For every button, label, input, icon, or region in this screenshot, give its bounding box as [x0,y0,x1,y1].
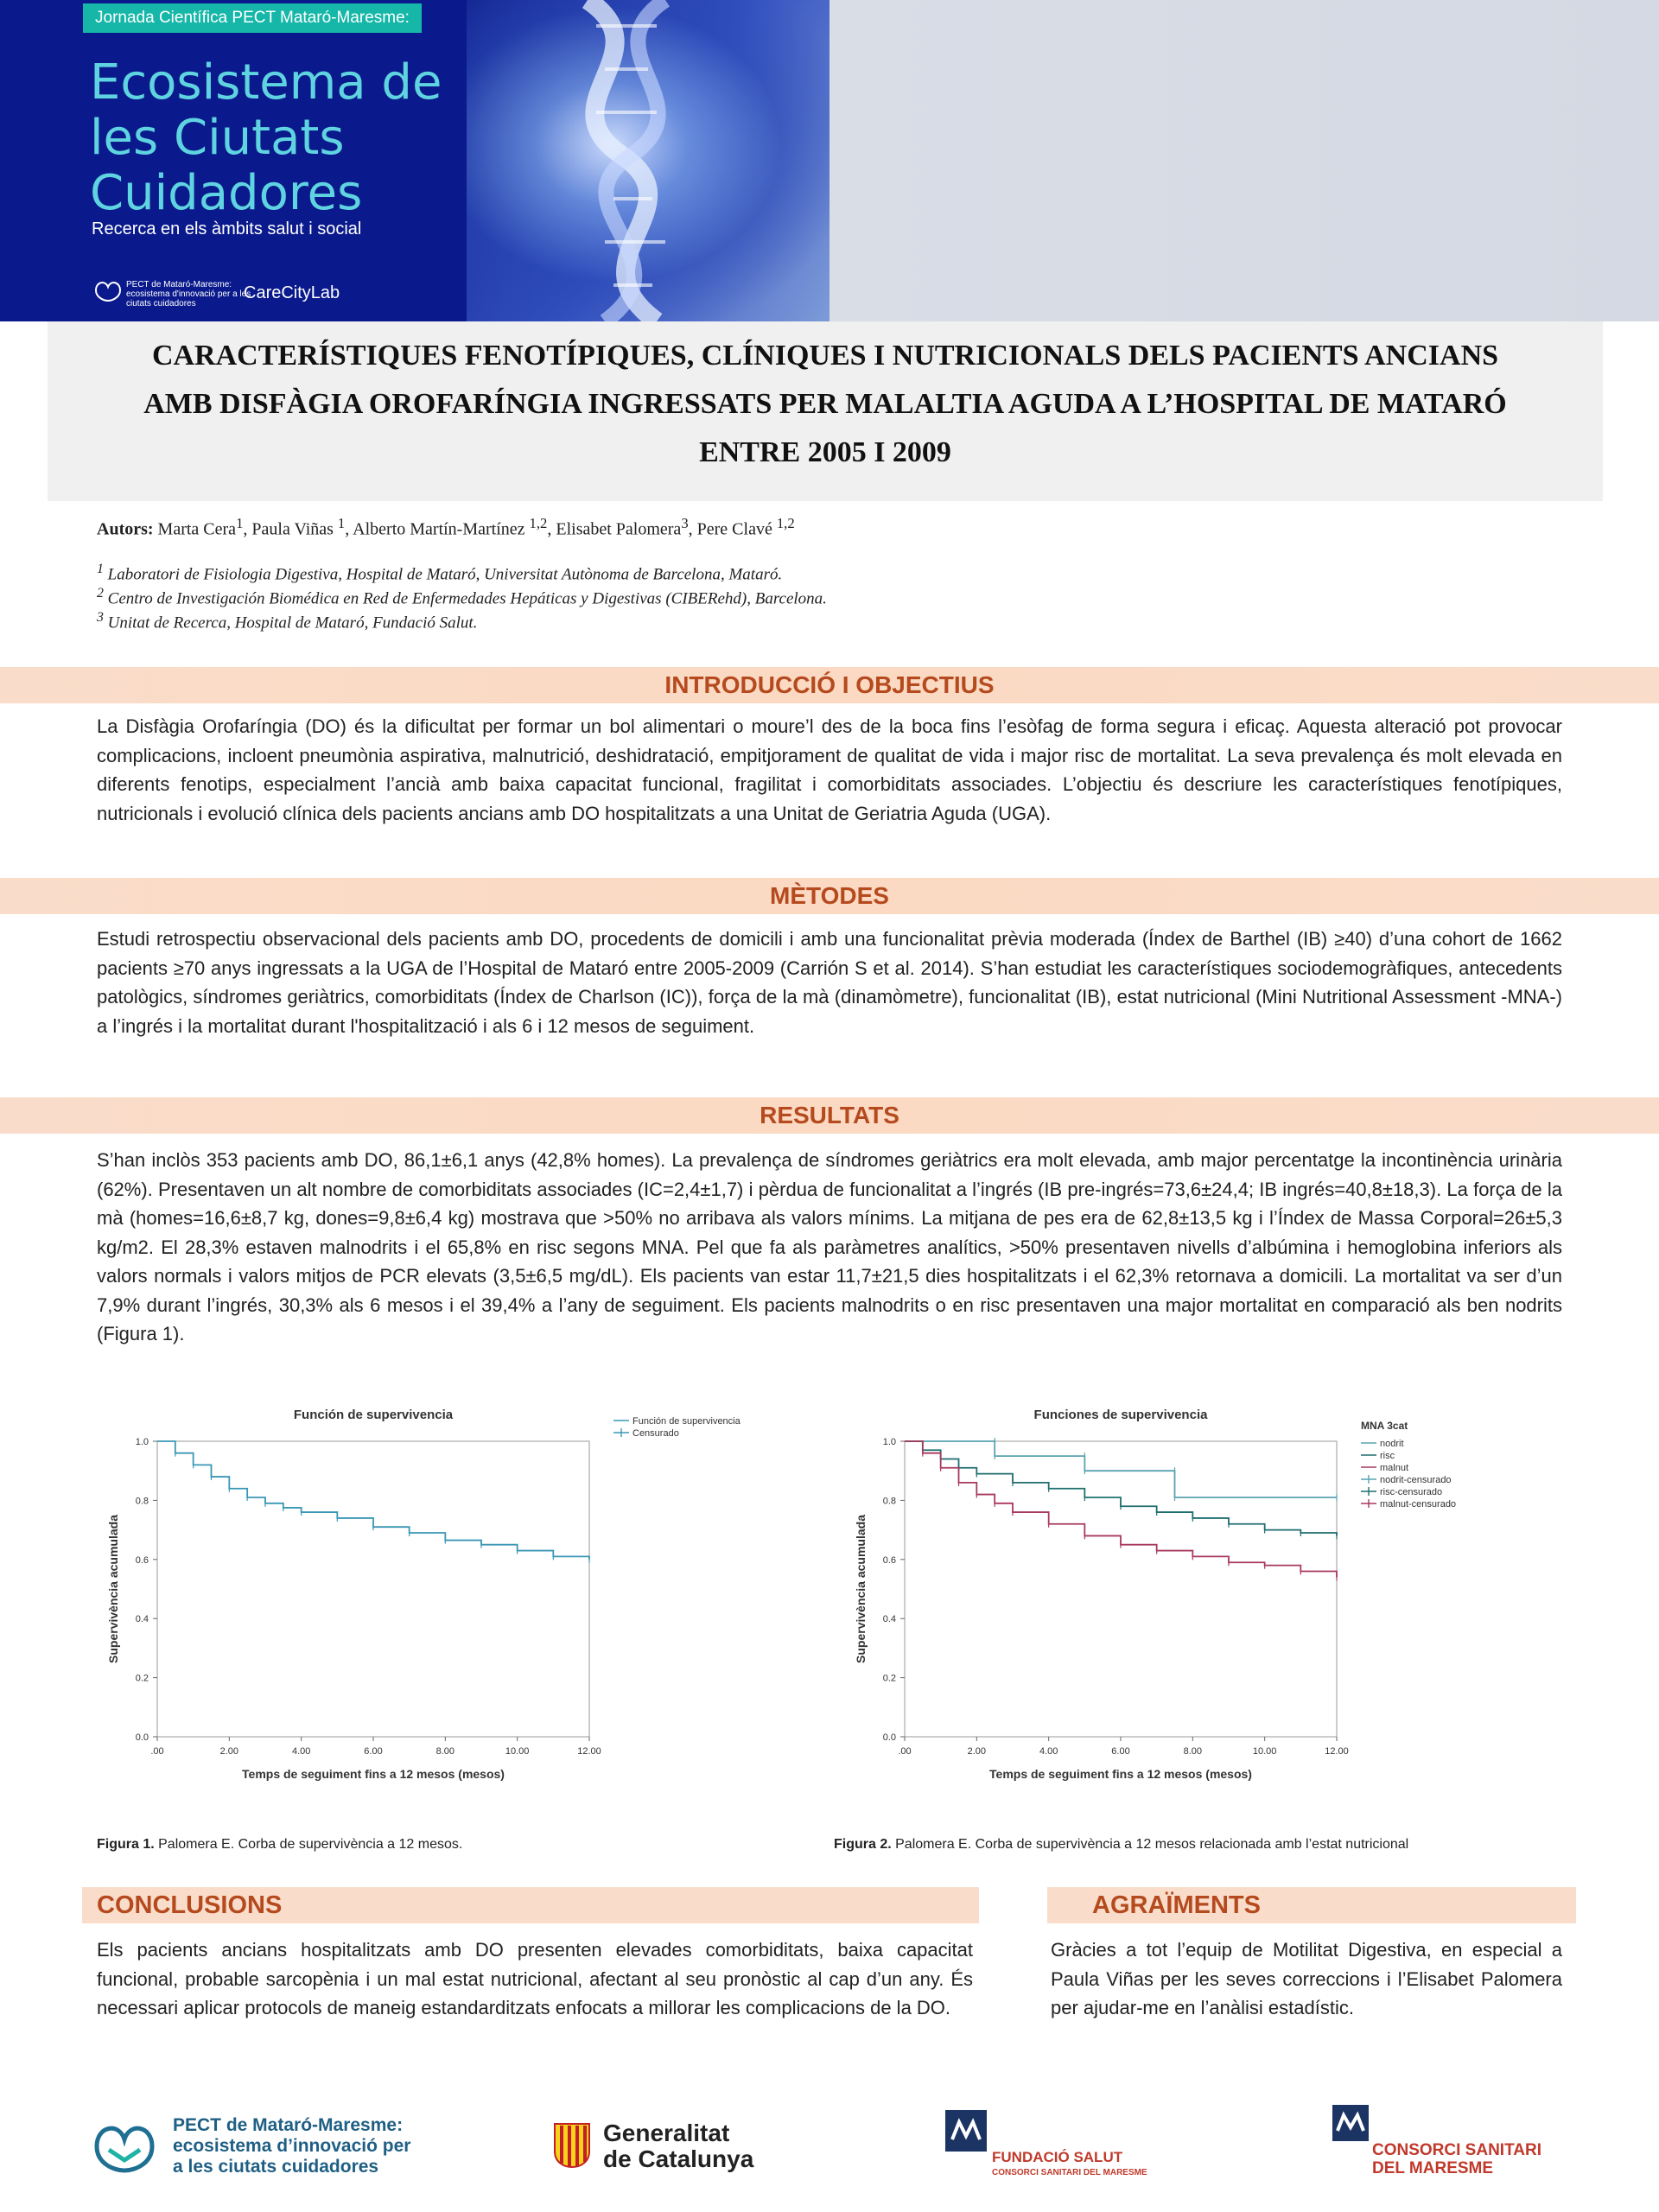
series-line [905,1441,1337,1497]
survival-chart-1 [95,1400,786,1815]
x-tick-label: 8.00 [435,1746,455,1757]
y-tick-label: 0.6 [135,1554,149,1566]
title-line: CARACTERÍSTIQUES FENOTÍPIQUES, CLÍNIQUES I NUTRICIONALS DELS PACIENTS ANCIANS [151,340,1499,372]
y-tick-label: 0.6 [882,1554,896,1566]
section-title-methods: MÈTODES [770,882,889,909]
fundacio-salut-logo-text [992,2150,1147,2181]
affiliation-number: 3 [97,610,104,625]
affiliation-text: Laboratori de Fisiologia Digestiva, Hospital de Mataró, Universitat Autònoma de Barcelona, Mataró. [107,565,783,584]
pect-logo-text: PECT de Mataró-Maresme: ecosistema d'innovació per a les ciutats cuidadores [126,280,251,308]
author: Paula Viñas [251,519,338,539]
affiliation [97,586,827,608]
poster-title [52,332,1599,477]
banner-background [830,0,1659,321]
logo-line: PECT de Mataró-Maresme: [173,2115,404,2135]
fundacio-salut-icon [945,2110,987,2152]
results-text: S’han inclòs 353 pacients amb DO, 86,1±6,1 anys (42,8% homes). La prevalença de síndromes geriàtrics era molt elevada, amb major percentatge la incontinència urinària (62%). Presentaven un alt nombre de comorbiditats associades (IC=2,4±1,7) i pèrdua de funcionalitat a l’ingrés (IB pre-ingrés=73,6±24,4; IB ingrés=40,8±18,3). La força de la mà (homes=16,6±8,7 kg, dones=9,8±6,4 kg) mostrava que >50% no arribava als valors mínims. La mitjana de pes era de 62,8±13,5 kg i l’Índex de Massa Corporal=26±5,3 kg/m2. El 28,3% estaven malnodrits i el 65,8% en risc segons MNA. Pel que fa als paràmetres analítics, >50% presentaven nivells d’albúmina i hemoglobina inferiors als valors normals i valors mitjos de PCR elevats (3,5±6,5 mg/dL). Els pacients van estar 11,7±21,5 dies hospitalitzats i el 62,3% retornava a domicili. La mortalitat va ser d’un 7,9% durant l’ingrés, 30,3% als 6 mesos i el 39,4% a l’any de seguiment. Els pacients malnodrits o en risc presentaven una major mortalitat en comparació als ben nodrits (Figura 1). [97,1149,1562,1344]
x-axis-label: Temps de seguiment fins a 12 mesos (mesos) [989,1767,1252,1781]
legend-label: malnut [1380,1463,1409,1473]
chart-title: Función de supervivencia [293,1408,454,1422]
author-affiliation: 1 [337,515,346,531]
title-line: ENTRE 2005 I 2009 [699,436,951,468]
affiliation-number: 1 [97,562,104,576]
event-title: Ecosistema de les Ciutats Cuidadores [90,54,442,221]
authors-line: Autors: Marta Cera$^1$, Paula Viñas $^1$, Alberto Martín-Martínez $^{1,2}$, Elisabet Palomera$^3$, Pere Clavé $^{1,2}$ [97,515,795,539]
chart-title: Funciones de supervivencia [1033,1408,1208,1422]
x-tick-label: 12.00 [1325,1746,1349,1757]
legend-label: nodrit [1380,1439,1404,1449]
section-title-acknowledgements: AGRAÏMENTS [1092,1891,1261,1919]
x-tick-label: 8.00 [1183,1746,1203,1757]
authors-label: Autors: [97,519,154,539]
figure-caption-1 [97,1837,462,1853]
title-line: AMB DISFÀGIA OROFARÍNGIA INGRESSATS PER MALALTIA AGUDA A L’HOSPITAL DE MATARÓ [143,388,1507,420]
x-axis-label: Temps de seguiment fins a 12 mesos (mesos) [242,1767,505,1781]
consorci-sanitari-logo-text [1372,2141,1541,2177]
legend-label: malnut-censurado [1380,1499,1457,1510]
y-tick-label: 1.0 [882,1437,896,1447]
logo-line: Generalitat [603,2120,730,2146]
y-tick-label: 0.0 [882,1732,896,1743]
author-affiliation: 1,2 [529,515,548,531]
legend-label: risc-censurado [1380,1487,1443,1497]
dna-helix-image [467,0,830,321]
affiliation-text: Unitat de Recerca, Hospital de Mataró, Fundació Salut. [107,613,478,632]
legend-label: Función de supervivencia [632,1416,741,1427]
logo-line: DEL MARESME [1372,2159,1494,2177]
methods-text: Estudi retrospectiu observacional dels pacients amb DO, procedents de domicili i amb una funcionalitat prèvia moderada (Índex de Barthel (IB) ≥40) d’una cohort de 1662 pacients ≥70 anys ingressats a la UGA de l’Hospital de Mataró entre 2005-2009 (Carrión S et al. 2014). S’han estudiat les característiques sociodemogràfiques, antecedents patològics, síndromes geriàtrics, comorbiditats (Índex de Charlson (IC)), força de la mà (dinamòmetre), funcionalitat (IB), estat nutricional (Mini Nutritional Assessment -MNA-) a l’ingrés i la mortalitat durant l'hospitalització i als 6 i 12 mesos de seguiment. [97,928,1562,1037]
y-tick-label: 0.2 [882,1673,896,1684]
section-title-results: RESULTATS [760,1102,899,1128]
x-tick-label: 2.00 [219,1746,239,1757]
author-affiliation: 1 [236,515,244,531]
figure-label: Figura 1. [97,1837,155,1852]
author: Alberto Martín-Martínez [353,519,530,539]
section-title-conclusions: CONCLUSIONS [97,1891,283,1919]
x-tick-label: 10.00 [505,1746,530,1757]
generalitat-emblem-icon [551,2120,593,2169]
author-affiliation: 1,2 [776,515,795,531]
plot-area [157,1441,589,1737]
x-tick-label: .00 [898,1746,912,1757]
legend-label: Censurado [632,1428,679,1439]
y-axis-label: Supervivència acumulada [854,1515,868,1663]
survival-chart-2 [842,1400,1551,1815]
x-tick-label: 2.00 [967,1746,987,1757]
event-subtitle: Recerca en els àmbits salut i social [92,219,362,238]
x-tick-label: 4.00 [1039,1746,1058,1757]
x-tick-label: 6.00 [1111,1746,1130,1757]
y-tick-label: 0.0 [135,1732,149,1743]
logo-line: FUNDACIÓ SALUT [992,2149,1123,2165]
legend-title: MNA 3cat [1361,1420,1408,1432]
legend-label: risc [1380,1451,1395,1461]
affiliation-number: 2 [97,586,104,601]
series-line [157,1441,589,1560]
x-tick-label: 10.00 [1252,1746,1277,1757]
series-line [905,1441,1337,1535]
x-tick-label: 6.00 [364,1746,383,1757]
pect-logo-text [173,2115,410,2177]
author: Pere Clavé [696,519,777,539]
author: Elisabet Palomera [556,519,682,539]
x-tick-label: 12.00 [577,1746,601,1757]
consorci-sanitari-icon [1332,2105,1369,2141]
y-tick-label: 0.2 [135,1673,149,1684]
logo-line: CONSORCI SANITARI [1372,2141,1541,2159]
figure-caption-text: Palomera E. Corba de supervivència a 12 mesos relacionada amb l’estat nutricional [891,1837,1409,1852]
figure-caption-2 [834,1837,1408,1853]
y-axis-label: Supervivència acumulada [106,1515,120,1663]
y-tick-label: 1.0 [135,1437,149,1447]
pect-hands-icon [93,278,123,302]
legend-label: nodrit-censurado [1380,1475,1452,1485]
y-tick-label: 0.8 [882,1496,896,1507]
logo-line: CONSORCI SANITARI DEL MARESME [992,2168,1147,2177]
figure-label: Figura 2. [834,1837,892,1852]
intro-text: La Disfàgia Orofaríngia (DO) és la dificultat per formar un bol alimentari o moure’l des de la boca fins l’esòfag de forma segura i eficaç. Aquesta alteració pot provocar complicacions, incloent pneumònia aspirativa, malnutrició, deshidratació, empitjorament de qualitat de vida i major risc de mortalitat. La seva prevalença és molt elevada en diferents fenotips, especialment l’ancià amb baixa capacitat funcional, fragilitat i comorbiditats associades. L’objectiu és descriure les característiques fenotípiques, nutricionals i evolució clínica dels pacients ancians amb DO hospitalitzats a una Unitat de Geriatria Aguda (UGA). [97,715,1562,824]
pect-logo-icon [90,2115,159,2176]
logo-line: a les ciutats cuidadores [173,2157,379,2177]
logo-line: ecosistema d’innovació per [173,2136,411,2156]
event-tag: Jornada Científica PECT Mataró-Maresme: [83,3,422,33]
carecitylab-logo: CareCityLab [244,283,340,302]
section-title-intro: INTRODUCCIÓ I OBJECTIUS [664,671,995,698]
conclusions-text: Els pacients ancians hospitalitzats amb DO presenten elevades comorbiditats, baixa capacitat funcional, probable sarcopènia i un mal estat nutricional, afectant al seu pronòstic al cap d’un any. És necessari aplicar protocols de maneig estandarditzats enfocats a millorar les complicacions de la DO. [97,1939,973,2018]
author-affiliation: 3 [681,515,689,531]
logo-line: de Catalunya [603,2145,754,2172]
y-tick-label: 0.4 [882,1614,896,1625]
x-tick-label: 4.00 [291,1746,311,1757]
author: Marta Cera [157,519,237,539]
y-tick-label: 0.4 [135,1614,149,1625]
acknowledgements-text: Gràcies a tot l’equip de Motilitat Digestiva, en especial a Paula Viñas per les seves correccions i l’Elisabet Palomera per ajudar-me en l’anàlisi estadístic. [1051,1939,1562,2018]
affiliation [97,610,477,632]
affiliation-text: Centro de Investigación Biomédica en Red de Enfermedades Hepáticas y Digestivas (CIBERehd), Barcelona. [107,589,827,608]
y-tick-label: 0.8 [135,1496,149,1507]
generalitat-logo-text [603,2120,753,2172]
x-tick-label: .00 [150,1746,164,1757]
plot-area [905,1441,1337,1737]
affiliation [97,562,782,584]
figure-caption-text: Palomera E. Corba de supervivència a 12 mesos. [154,1837,463,1852]
